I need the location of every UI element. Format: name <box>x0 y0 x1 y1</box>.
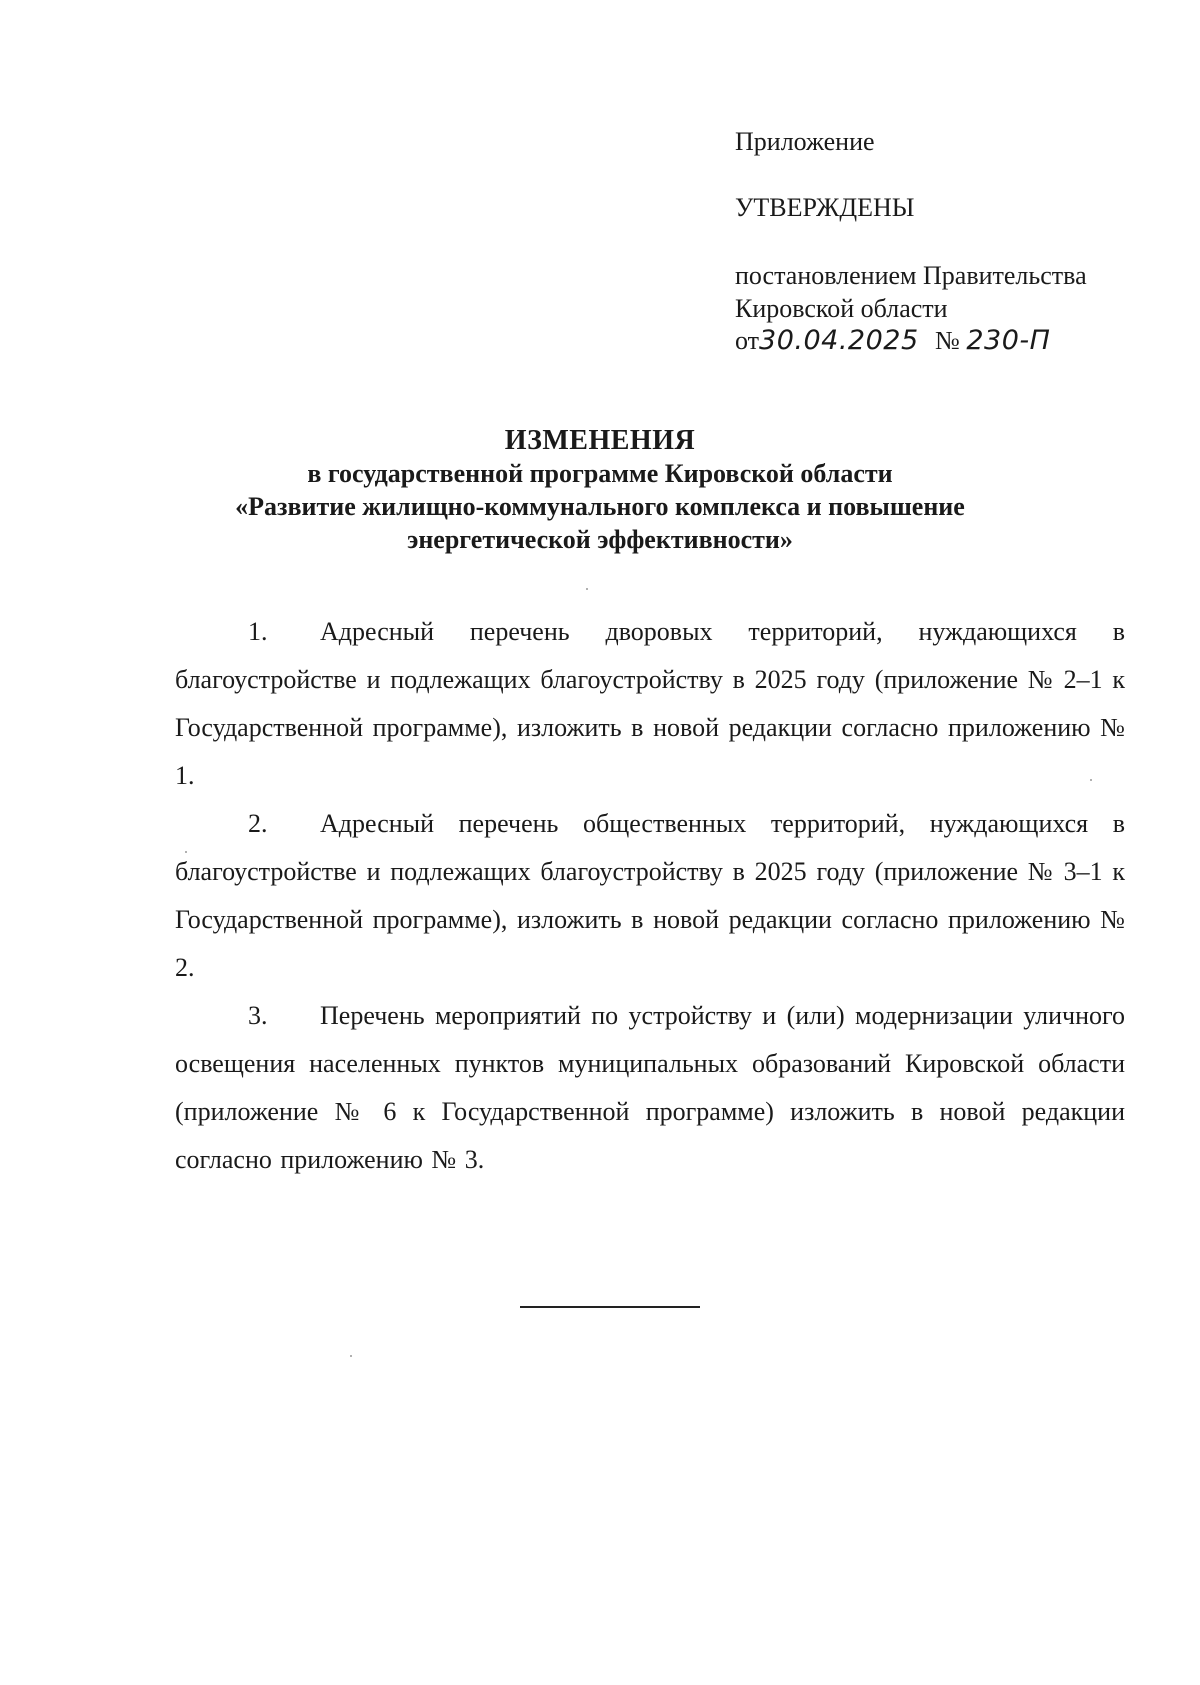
list-item <box>175 992 1125 1184</box>
decree-line-2: Кировской области <box>735 294 948 323</box>
decree-date: 30.04.2025 <box>759 325 919 356</box>
appendix-label: Приложение <box>735 127 875 156</box>
number-label: № <box>935 326 960 355</box>
item-text: Адресный перечень дворовых территорий, нуждающихся в благоустройстве и подлежащих благоустройству в 2025 году (приложение № 2–1 к Государственной программе), изложить в новой редакции согласно приложению № 1. <box>175 617 1125 790</box>
date-prefix: от <box>735 326 760 355</box>
scan-speck <box>185 851 187 853</box>
list-item <box>175 800 1125 992</box>
title-main: ИЗМЕНЕНИЯ <box>504 425 696 456</box>
decree-number: 230-П <box>966 325 1051 356</box>
item-number: 2. <box>248 809 268 838</box>
item-text: Адресный перечень общественных территорий, нуждающихся в благоустройстве и подлежащих благоустройству в 2025 году (приложение № 3–1 к Государственной программе), изложить в новой редакции согласно приложению № 2. <box>175 809 1125 982</box>
approved-label: УТВЕРЖДЕНЫ <box>735 193 915 222</box>
list-item <box>175 608 1125 800</box>
scan-speck <box>1090 779 1092 781</box>
decree-date-number-line <box>735 325 1050 356</box>
item-number: 1. <box>248 617 268 646</box>
changes-list <box>175 608 1125 1184</box>
item-text: Перечень мероприятий по устройству и (или) модернизации уличного освещения населенных пунктов муниципальных образований Кировской области (приложение № 6 к Государственной программе) изложить в новой редакции согласно приложению № 3. <box>175 1001 1125 1174</box>
title-line-4: энергетической эффективности» <box>407 525 793 554</box>
item-number: 3. <box>248 1001 268 1030</box>
title-line-2: в государственной программе Кировской области <box>307 459 893 488</box>
title-line-3: «Развитие жилищно-коммунального комплекса и повышение <box>235 492 965 521</box>
document-title <box>150 424 1050 556</box>
decree-line-1: постановлением Правительства <box>735 261 1087 290</box>
closing-divider <box>520 1306 700 1308</box>
scan-speck <box>586 588 588 590</box>
scan-speck <box>350 1355 352 1357</box>
